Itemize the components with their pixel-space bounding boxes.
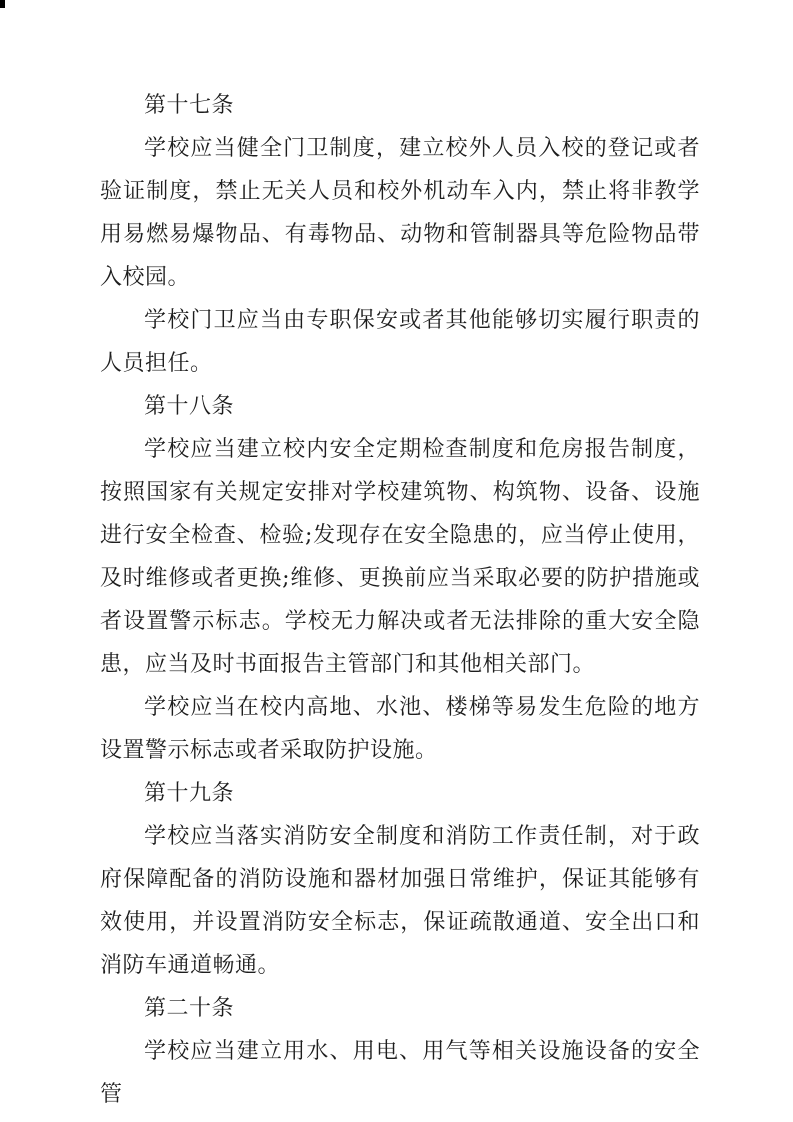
body-paragraph: 学校应当建立校内安全定期检查制度和危房报告制度，按照国家有关规定安排对学校建筑物、构筑物、设备、设施进行安全检查、检验;发现存在安全隐患的，应当停止使用，及时维修或者更换;维修、更换前应当采取必要的防护措施或者设置警示标志。学校无力解决或者无法排除的重大安全隐患，应当及时书面报告主管部门和其他相关部门。 (100, 437, 700, 677)
body-paragraph: 学校门卫应当由专职保安或者其他能够切实履行职责的人员担任。 (100, 308, 700, 376)
body-paragraph: 学校应当在校内高地、水池、楼梯等易发生危险的地方设置警示标志或者采取防护设施。 (100, 695, 700, 763)
article-heading: 第十九条 (144, 781, 235, 806)
body-paragraph: 学校应当落实消防安全制度和消防工作责任制，对于政府保障配备的消防设施和器材加强日常维护，保证其能够有效使用，并设置消防安全标志，保证疏散通道、安全出口和消防车通道畅通。 (100, 824, 700, 978)
article-heading: 第十七条 (144, 93, 235, 118)
scan-artifact-mark (0, 0, 5, 8)
article-heading: 第二十条 (144, 996, 235, 1021)
article-heading: 第十八条 (144, 394, 235, 419)
document-text-block (100, 84, 700, 1116)
body-paragraph: 学校应当建立用水、用电、用气等相关设施设备的安全管 (100, 1039, 700, 1107)
body-paragraph: 学校应当健全门卫制度，建立校外人员入校的登记或者验证制度，禁止无关人员和校外机动车入内，禁止将非教学用易燃易爆物品、有毒物品、动物和管制器具等危险物品带入校园。 (100, 136, 700, 290)
